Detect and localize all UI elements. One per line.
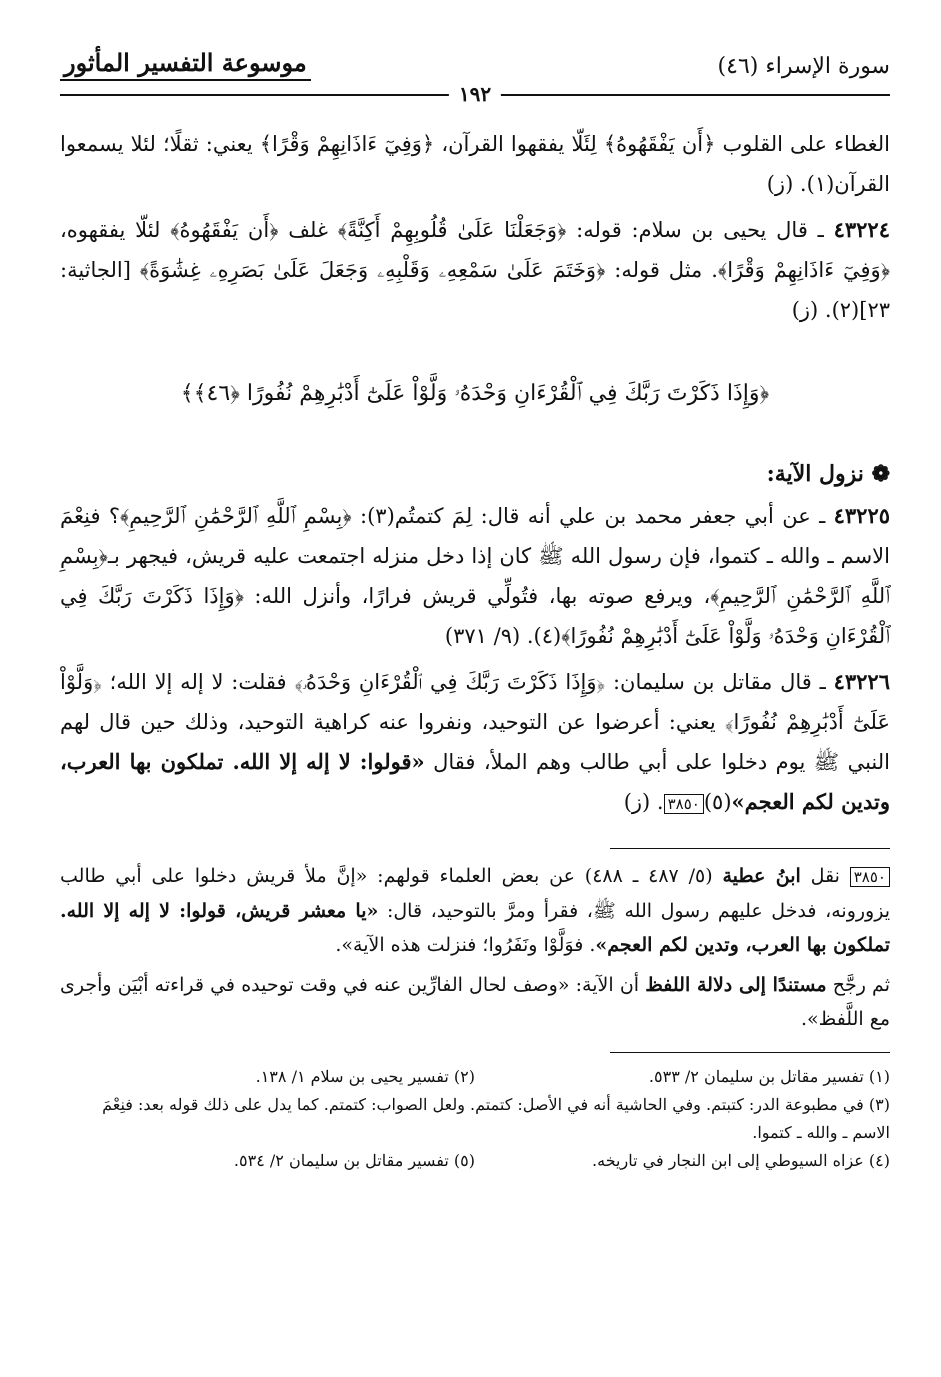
narration-text: ـ قال يحيى بن سلام: قوله: ﴿وَجَعَلْنَا عَلَىٰ قُلُوبِهِمْ أَكِنَّةً﴾ غلف ﴿أَن يَفْقَهُوهُ﴾ لئلّا يفقهوه، ﴿وَفِيٓ ءَاذَانِهِمْ وَقْرًا﴾. مثل قوله: ﴿وَخَتَمَ عَلَىٰ سَمْعِهِۦ وَقَلْبِهِۦ وَجَعَلَ عَلَىٰ بَصَرِهِۦ غِشَٰوَةً﴾ [الجاثية: ٢٣](٢). (ز)	[60, 218, 890, 322]
comment-separator	[610, 848, 890, 849]
narration-text: ـ قال مقاتل بن سليمان: ﴿وَإِذَا ذَكَرْتَ رَبَّكَ فِي ٱلْقُرْءَانِ وَحْدَهُۥ﴾ فقلت: لا إله إلا الله؛ ﴿وَلَّوْاْ عَلَىٰٓ أَدْبَٰرِهِمْ نُفُورًا﴾ يعني: أعرضوا عن التوحيد، ونفروا عنه كراهية التوحيد، وذلك حين قال لهم النبي ﷺ يوم دخلوا على أبي طالب وهم الملأ، فقال	[60, 670, 890, 774]
comment-paragraph-1	[60, 859, 890, 962]
narration-number: ٤٣٢٢٤	[833, 217, 890, 242]
footnote-5: (٥) تفسير مقاتل بن سليمان ٢/ ٥٣٤.	[233, 1151, 475, 1170]
narration-number: ٤٣٢٢٥	[833, 503, 891, 528]
main-text	[60, 124, 890, 824]
narration-43226	[60, 662, 890, 824]
comment-text: . فوَلَّوْا ونَفَرُوا؛ فنزلت هذه الآية».	[335, 934, 596, 956]
narration-text: ـ عن أبي جعفر محمد بن علي أنه قال: لِمَ كتمتُم(٣): ﴿بِسْمِ ٱللَّهِ ٱلرَّحْمَٰنِ ٱلرَّحِيمِ﴾؟ فنِعْمَ الاسم ـ والله ـ كتموا، فإن رسول الله ﷺ كان إذا دخل منزله اجتمعت عليه قريش، فيجهر بـ﴿بِسْمِ ٱللَّهِ ٱلرَّحْمَٰنِ ٱلرَّحِيمِ﴾، ويرفع صوته بها، فتُولِّي قريش فرارًا، وأنزل الله: ﴿وَإِذَا ذَكَرْتَ رَبَّكَ فِي ٱلْقُرْءَانِ وَحْدَهُۥ وَلَّوْاْ عَلَىٰٓ أَدْبَٰرِهِمْ نُفُورًا﴾(٤). (٩/ ٣٧١)	[60, 504, 890, 648]
section-title-text: نزول الآية:	[766, 461, 864, 487]
comment-box-number: ٣٨٥٠	[850, 867, 890, 887]
comment-quote: «يا معشر قريش، قولوا: لا إله إلا الله. تملكون بها العرب، وتدين لكم العجم»	[60, 900, 890, 956]
comment-text: نقل	[800, 865, 850, 887]
editor-comment	[60, 859, 890, 1036]
comment-paragraph-2	[60, 968, 890, 1036]
narration-43225	[60, 496, 890, 656]
comment-ref-box: ٣٨٥٠	[664, 794, 704, 814]
paragraph-intro: الغطاء على القلوب ﴿أَن يَفْقَهُوهُ﴾ لِئَلّا يفقهوا القرآن، ﴿وَفِيٓ ءَاذَانِهِمْ وَقْرًا﴾ يعني: ثقلًا؛ لئلا يسمعوا القرآن(١). (ز)	[60, 132, 890, 196]
footnote-3: (٣) في مطبوعة الدر: كتبتم. وفي الحاشية أنه في الأصل: كتمتم. ولعل الصواب: كتمتم. كما يدل على ذلك قوله بعد: فنِعْمَ الاسم ـ والله ـ كتموا.	[102, 1095, 890, 1142]
footnote-ref: (٥)	[703, 790, 732, 814]
footnotes	[60, 1063, 890, 1175]
sura-title: سورة الإسراء (٤٦)	[717, 54, 890, 79]
footnote-separator	[610, 1052, 890, 1053]
footnote-row	[60, 1147, 890, 1175]
verse-heading: ﴿وَإِذَا ذَكَرْتَ رَبَّكَ فِي ٱلْقُرْءَانِ وَحْدَهُۥ وَلَّوْاْ عَلَىٰٓ أَدْبَٰرِهِمْ نُفُورًا ﴿٤٦﴾﴾	[180, 381, 770, 406]
page-number: ١٩٢	[449, 82, 501, 106]
narration-quote: «قولوا: لا إله إلا الله. تملكون بها العرب، وتدين لكم العجم»	[60, 749, 890, 814]
footnote-row	[60, 1063, 890, 1091]
flower-ornament-icon: ❁	[863, 461, 890, 487]
footnote-2: (٢) تفسير يحيى بن سلام ١/ ١٣٨.	[255, 1067, 475, 1086]
footnote-4: (٤) عزاه السيوطي إلى ابن النجار في تاريخه.	[592, 1151, 890, 1170]
section-title	[60, 454, 890, 494]
narration-number: ٤٣٢٢٦	[833, 669, 890, 694]
footnote-1: (١) تفسير مقاتل بن سليمان ٢/ ٥٣٣.	[648, 1067, 890, 1086]
page	[60, 38, 890, 1175]
comment-emphasis: مستندًا إلى دلالة اللفظ	[645, 974, 827, 996]
book-title: موسوعة التفسير المأثور	[60, 48, 311, 81]
narration-source: . (ز)	[623, 790, 664, 814]
comment-text: (٥/ ٤٨٧ ـ ٤٨٨) عن بعض العلماء قولهم: «إنَّ ملأ قريش دخلوا على أبي طالب يزورونه، فدخل عليهم رسول الله ﷺ، فقرأ ومرَّ بالتوحيد، قال:	[60, 865, 891, 922]
comment-author: ابنُ عطية	[722, 865, 801, 887]
narration-43224	[60, 210, 890, 330]
page-header	[60, 38, 890, 106]
comment-text: أن الآية: «وصف لحال الفارِّين عنه في وقت توحيده في قراءته أبْيَن وأجرى مع اللَّفظ».	[60, 974, 890, 1030]
comment-text: ثم رجَّح	[826, 974, 890, 996]
